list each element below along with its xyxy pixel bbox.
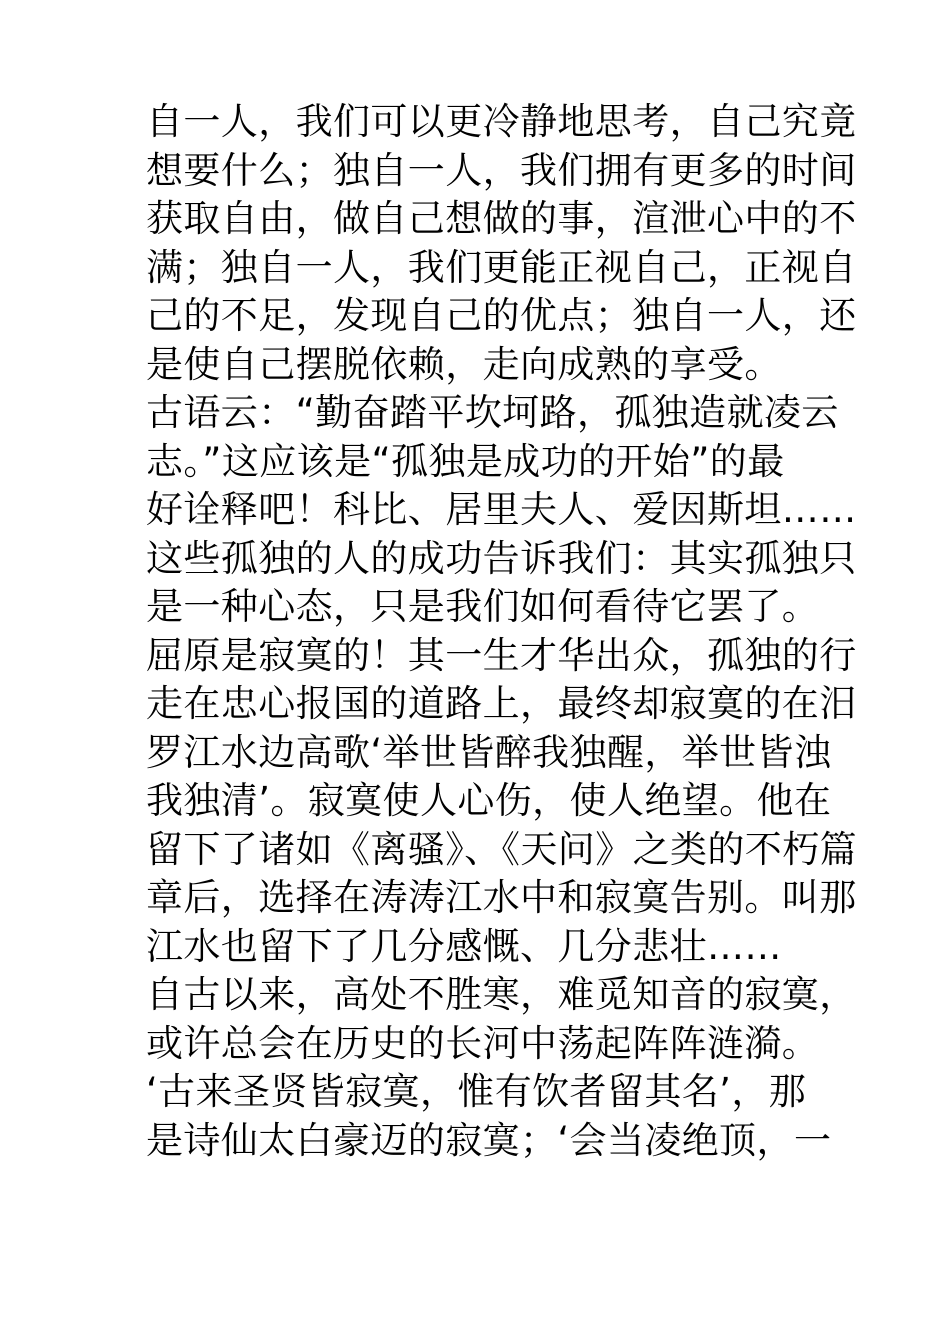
text-line: 章后，选择在涛涛江水中和寂寞告别。叫那: [146, 876, 857, 919]
text-line: ‘古来圣贤皆寂寞，惟有饮者留其名’，那: [146, 1070, 807, 1113]
text-line: 留下了诸如《离骚》、《天问》之类的不朽篇: [146, 827, 857, 871]
text-line: 自一人，我们可以更冷静地思考，自己究竟: [146, 100, 857, 143]
text-line: 满；独自一人，我们更能正视自己，正视自: [146, 245, 857, 289]
text-line: 志。”这应该是“孤独是成功的开始”的最: [146, 439, 785, 483]
text-line: 或许总会在历史的长河中荡起阵阵涟漪。: [146, 1021, 820, 1065]
text-line: 想要什么；独自一人，我们拥有更多的时间: [146, 148, 857, 192]
text-line: 己的不足，发现自己的优点；独自一人，还: [146, 294, 857, 337]
text-line: 是使自己摆脱依赖，走向成熟的享受。: [146, 342, 782, 386]
body-text: [146, 98, 866, 1165]
text-line: 好诠释吧！科比、居里夫人、爱因斯坦……: [146, 488, 857, 531]
text-line: 是一种心态，只是我们如何看待它罢了。: [146, 585, 820, 628]
text-line: 江水也留下了几分感慨、几分悲壮……: [146, 924, 782, 968]
text-line: 屈原是寂寞的！其一生才华出众，孤独的行: [146, 633, 857, 677]
text-line: 是诗仙太白豪迈的寂寞；‘会当凌绝顶，一: [146, 1118, 832, 1162]
text-line: 这些孤独的人的成功告诉我们：其实孤独只: [146, 536, 857, 580]
text-line: 古语云：“勤奋踏平坎坷路，孤独造就凌云: [146, 391, 839, 434]
text-line: 获取自由，做自己想做的事，渲泄心中的不: [146, 197, 857, 240]
text-line: 我独清’。寂寞使人心伤，使人绝望。他在: [146, 779, 832, 822]
text-line: 罗江水边高歌‘举世皆醉我独醒，举世皆浊: [146, 730, 832, 774]
text-line: 自古以来，高处不胜寒，难觅知音的寂寞，: [146, 973, 857, 1016]
text-line: 走在忠心报国的道路上，最终却寂寞的在汨: [146, 682, 857, 725]
